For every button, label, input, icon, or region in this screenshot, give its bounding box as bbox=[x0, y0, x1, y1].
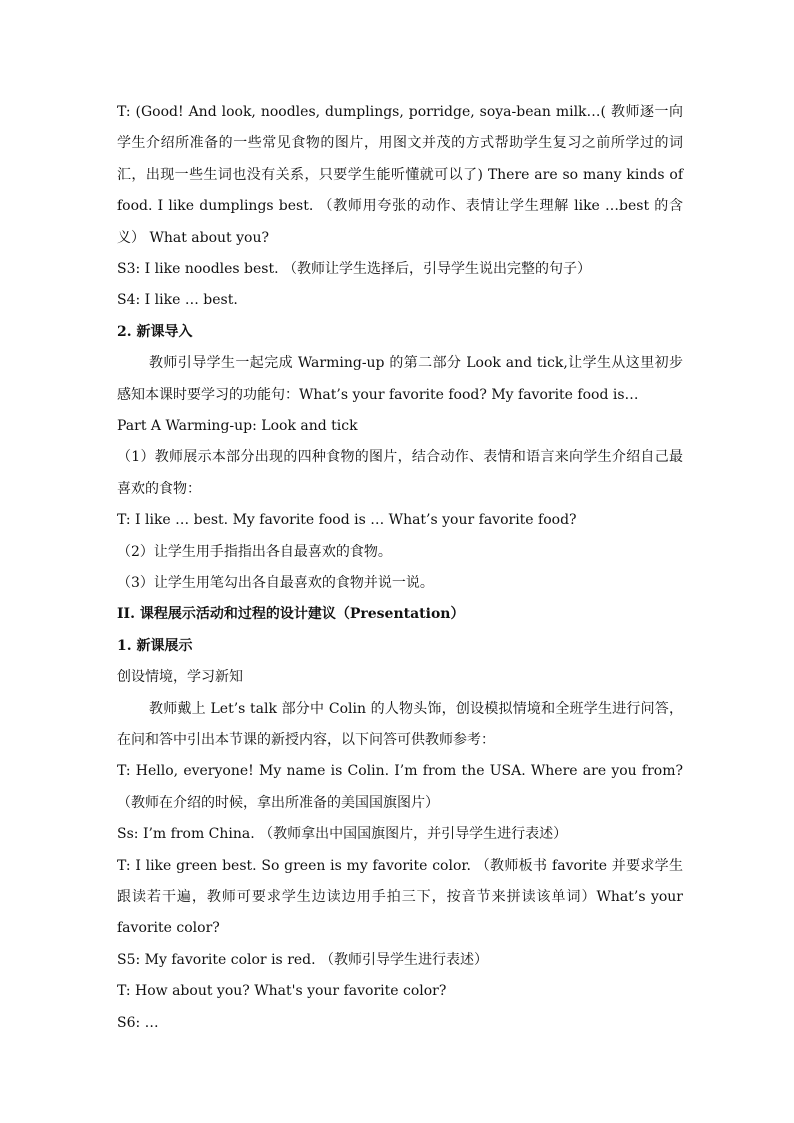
heading-new-lesson-display: 1. 新课展示 bbox=[117, 637, 193, 654]
paragraph-teacher-favorite-food: T: I like … best. My favorite food is … What’s your favorite food? bbox=[117, 512, 577, 529]
paragraph-part-a: Part A Warming-up: Look and tick bbox=[117, 418, 358, 435]
paragraph-colin-headwear: 教师戴上 Let’s talk 部分中 Colin 的人物头饰，创设模拟情境和全班学生进行问答，在问和答中引出本节课的新授内容，以下问答可供教师参考： bbox=[117, 700, 683, 748]
paragraph-warming-up-guide: 教师引导学生一起完成 Warming-up 的第二部分 Look and tick,让学生从这里初步感知本课时要学习的功能句：What’s your favorite food? My favorite food is… bbox=[117, 355, 683, 403]
paragraph-s6: S6: … bbox=[117, 1014, 159, 1031]
paragraph-s3: S3: I like noodles best. （教师让学生选择后，引导学生说出完整的句子） bbox=[117, 261, 592, 278]
paragraph-ss-china: Ss: I’m from China. （教师拿出中国国旗图片，并引导学生进行表述） bbox=[117, 826, 568, 843]
paragraph-teacher-food-intro: T: (Good! And look, noodles, dumplings, porridge, soya-bean milk…( 教师逐一向学生介绍所准备的一些常见食物的图片，用图文并茂的方式帮助学生复习之前所学过的词汇，出现一些生词也没有关系，只要学生能听懂就可以了) There are so many kinds of food. I like dumplings best. （教师用夸张的动作、表情让学生理解 like …best 的含义） What about you? bbox=[117, 104, 683, 246]
paragraph-step-2: （2）让学生用手指指出各自最喜欢的食物。 bbox=[117, 543, 392, 560]
document-page bbox=[117, 97, 683, 1039]
paragraph-step-3: （3）让学生用笔勾出各自最喜欢的食物并说一说。 bbox=[117, 575, 434, 591]
paragraph-s4: S4: I like … best. bbox=[117, 292, 238, 309]
paragraph-teacher-green: T: I like green best. So green is my favorite color. （教师板书 favorite 并要求学生跟读若干遍，教师可要求学生边读边用手拍三下，按音节来拼读该单词）What’s your favorite color? bbox=[117, 857, 683, 937]
paragraph-s5: S5: My favorite color is red. （教师引导学生进行表述） bbox=[117, 951, 489, 968]
heading-new-lesson-intro: 2. 新课导入 bbox=[117, 323, 193, 340]
paragraph-create-scene: 创设情境，学习新知 bbox=[117, 669, 243, 686]
paragraph-step-1: （1）教师展示本部分出现的四种食物的图片，结合动作、表情和语言来向学生介绍自己最喜欢的食物： bbox=[117, 449, 683, 497]
heading-presentation: II. 课程展示活动和过程的设计建议（Presentation） bbox=[117, 606, 465, 623]
paragraph-teacher-hello: T: Hello, everyone! My name is Colin. I’m from the USA. Where are you from? （教师在介绍的时候，拿出所准备的美国国旗图片） bbox=[117, 763, 683, 811]
paragraph-teacher-how-about: T: How about you? What's your favorite color? bbox=[117, 983, 447, 1000]
